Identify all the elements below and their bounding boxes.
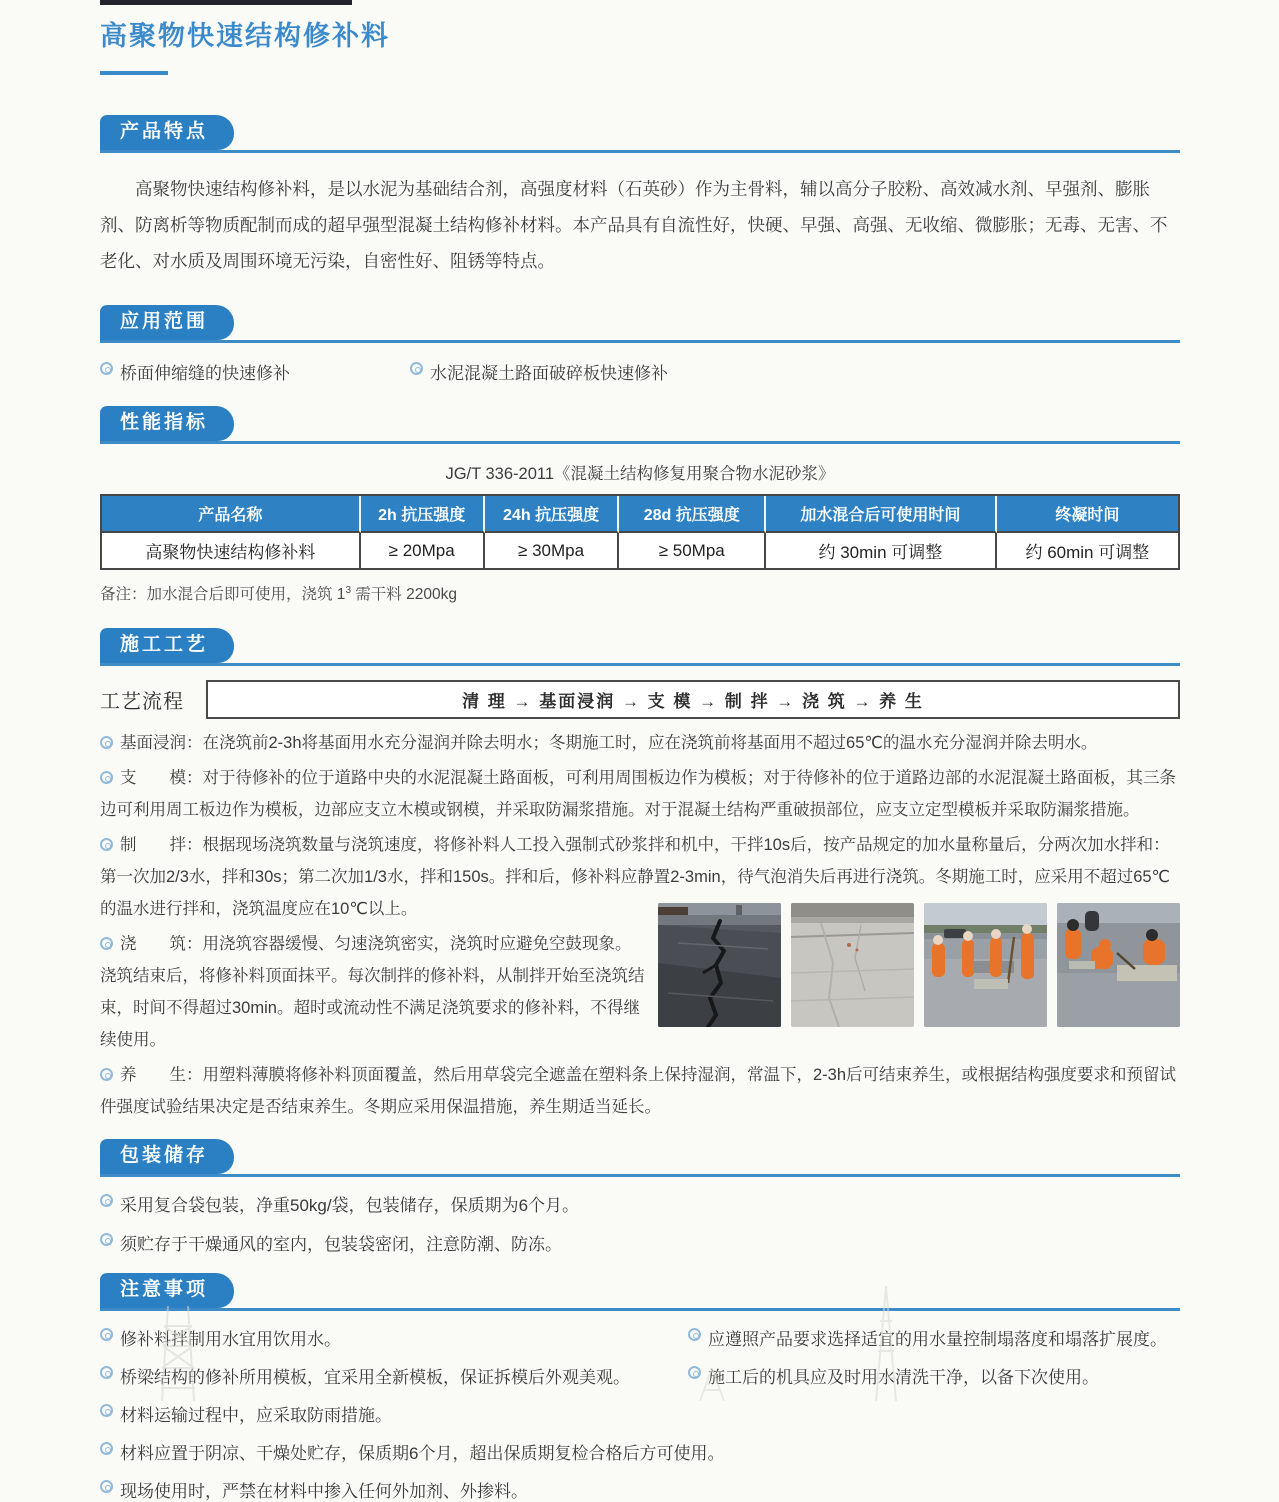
construction-steps	[100, 727, 1180, 1123]
watermark-pylon-sketch	[856, 1286, 916, 1401]
workers-patching-pavement-photo	[1057, 903, 1180, 1027]
ring-bullet-icon	[100, 1194, 113, 1207]
cracked-dark-pavement-graphic	[658, 903, 781, 1027]
section-header-construction	[100, 628, 1180, 666]
note-item-text: 材料运输过程中，应采取防雨措施。	[120, 1406, 392, 1425]
road-repair-workers-photo	[924, 903, 1047, 1027]
section-header-applications	[100, 305, 1180, 343]
note-item-text: 现场使用时，严禁在材料中掺入任何外加剂、外掺料。	[120, 1482, 528, 1501]
watermark-tower-sketch	[138, 1306, 218, 1401]
ring-bullet-icon	[688, 1328, 701, 1341]
table-cell: ≥ 30Mpa	[485, 533, 620, 570]
application-item-label: 水泥混凝土路面破碎板快速修补	[430, 364, 668, 383]
ring-bullet-icon	[100, 1068, 113, 1081]
table-header-cell: 24h 抗压强度	[485, 496, 620, 533]
section-header-performance	[100, 406, 1180, 444]
cracked-dark-pavement-photo	[658, 903, 781, 1027]
table-cell: 高聚物快速结构修补料	[102, 533, 361, 570]
step-text: ：对于待修补的位于道路中央的水泥混凝土路面板，可利用周围板边作为模板；对于待修补的位于道路边部的水泥混凝土路面板，其三条边可利用周工板边作为模板，边部应支立木模或钢模，并采取防漏浆措施。对于混凝土结构严重破损部位，应支立定型模板并采取防漏浆措施。	[100, 769, 1176, 819]
ring-bullet-icon	[100, 1328, 113, 1341]
section-header-notes	[100, 1273, 1180, 1311]
features-paragraph: 高聚物快速结构修补料，是以水泥为基础结合剂，高强度材料（石英砂）作为主骨料，辅以高分子胶粉、高效减水剂、早强剂、膨胀剂、防离析等物质配制而成的超早强型混凝土结构修补材料。本产品具有自流性好，快硬、早强、高强、无收缩、微膨胀；无毒、无害、不老化、对水质及周围环境无污染，自密性好、阻锈等特点。	[100, 179, 1168, 271]
table-header-cell: 终凝时间	[997, 496, 1180, 533]
ring-bullet-icon	[100, 937, 113, 950]
title-underline	[100, 71, 168, 75]
table-cell: 约 60min 可调整	[997, 533, 1180, 570]
step-text: ：用塑料薄膜将修补料顶面覆盖，然后用草袋完全遮盖在塑料条上保持湿润，常温下，2-3h后可结束养生，或根据结构强度要求和预留试件强度试验结果决定是否结束养生。冬期应采用保温措施，养生期适当延长。	[100, 1066, 1177, 1116]
notes-row	[100, 1325, 1180, 1350]
step-text: ：用浇筑容器缓慢、匀速浇筑密实，浇筑时应避免空鼓现象。浇筑结束后，将修补料顶面抹平。每次制拌的修补料，从制拌开始至浇筑结束，时间不得超过30min。超时或流动性不满足浇筑要求的修补料，不得继续使用。	[100, 935, 645, 1049]
notes-row	[100, 1363, 1180, 1388]
ring-bullet-icon	[100, 1404, 113, 1417]
ring-bullet-icon	[100, 771, 113, 784]
table-header-row	[102, 496, 1180, 533]
page-top-edge-decoration	[100, 0, 352, 5]
section-tab-applications: 应用范围	[100, 305, 234, 340]
application-item-label: 桥面伸缩缝的快速修补	[120, 364, 290, 383]
packaging-item	[100, 1191, 1180, 1216]
packaging-list	[100, 1191, 1180, 1255]
table-header-cell: 加水混合后可使用时间	[766, 496, 997, 533]
step-label: 制 拌	[120, 836, 186, 854]
note-item	[100, 1477, 1180, 1502]
page-title: 高聚物快速结构修补料	[100, 21, 390, 51]
site-photo-strip	[658, 903, 1180, 1027]
packaging-item	[100, 1230, 1180, 1255]
packaging-item-text: 采用复合袋包装，净重50kg/袋，包装储存，保质期为6个月。	[120, 1196, 580, 1215]
process-flow-box: 清 理 → 基面浸润 → 支 模 → 制 拌 → 浇 筑 → 养 生	[206, 680, 1180, 719]
step-label: 浇 筑	[120, 935, 186, 953]
note-item-text: 修补料拌制用水宜用饮用水。	[120, 1330, 341, 1349]
section-tab-packaging: 包装储存	[100, 1139, 234, 1174]
step-label: 基面浸润	[120, 734, 186, 752]
section-tab-features: 产品特点	[100, 115, 234, 150]
note-item-text: 施工后的机具应及时用水清洗干净，以备下次使用。	[708, 1368, 1099, 1387]
table-cell: ≥ 20Mpa	[361, 533, 485, 570]
process-flow-row	[100, 680, 1180, 719]
section-header-packaging	[100, 1139, 1180, 1177]
table-row	[102, 533, 1180, 570]
road-repair-workers-graphic	[924, 903, 1047, 1027]
table-header-cell: 28d 抗压强度	[619, 496, 766, 533]
ring-bullet-icon	[100, 1233, 113, 1246]
note-item	[688, 1325, 1167, 1350]
workers-patching-pavement-graphic	[1057, 903, 1180, 1027]
step-pouring	[100, 928, 645, 1056]
step-base-wetting	[100, 727, 1180, 759]
application-item	[410, 359, 668, 384]
table-cell: ≥ 50Mpa	[619, 533, 766, 570]
cracked-concrete-slab-photo	[791, 903, 914, 1027]
table-note-superscript: 3	[345, 584, 351, 596]
step-formwork	[100, 762, 1180, 826]
table-header-cell: 2h 抗压强度	[361, 496, 485, 533]
performance-table	[100, 494, 1180, 570]
process-flow-label: 工艺流程	[100, 691, 184, 713]
applications-list	[100, 359, 1180, 384]
application-item	[100, 359, 410, 384]
ring-bullet-icon	[100, 736, 113, 749]
section-tab-construction: 施工工艺	[100, 628, 234, 663]
standard-reference: JG/T 336-2011《混凝土结构修复用聚合物水泥砂浆》	[445, 465, 835, 483]
section-tab-notes: 注意事项	[100, 1273, 234, 1308]
packaging-item-text: 须贮存于干燥通风的室内，包装袋密闭，注意防潮、防冻。	[120, 1235, 562, 1254]
section-header-features	[100, 115, 1180, 153]
cracked-concrete-slab-graphic	[791, 903, 914, 1027]
table-note-text: 需干料 2200kg	[351, 586, 457, 603]
table-cell: 约 30min 可调整	[766, 533, 997, 570]
ring-bullet-icon	[410, 362, 423, 375]
step-curing	[100, 1059, 1180, 1123]
ring-bullet-icon	[100, 1366, 113, 1379]
ring-bullet-icon	[100, 1480, 113, 1493]
section-tab-performance: 性能指标	[100, 406, 234, 441]
step-label: 养 生	[120, 1066, 186, 1084]
step-text: ：在浇筑前2-3h将基面用水充分湿润并除去明水；冬期施工时，应在浇筑前将基面用不超过65℃的温水充分湿润并除去明水。	[186, 734, 1098, 752]
ring-bullet-icon	[100, 838, 113, 851]
watermark-sketch-small	[690, 1368, 740, 1401]
table-note-text: 备注：加水混合后即可使用，浇筑 1	[100, 586, 346, 603]
note-item-text: 桥梁结构的修补所用模板，宜采用全新模板，保证拆模后外观美观。	[120, 1368, 630, 1387]
table-note	[100, 582, 1180, 604]
ring-bullet-icon	[100, 362, 113, 375]
note-item	[100, 1401, 1180, 1426]
note-item-text: 材料应置于阴凉、干燥处贮存，保质期6个月，超出保质期复检合格后方可使用。	[120, 1444, 725, 1463]
note-item	[100, 1439, 1180, 1464]
note-item-text: 应遵照产品要求选择适宜的用水量控制塌落度和塌落扩展度。	[708, 1330, 1167, 1349]
step-text: ：根据现场浇筑数量与浇筑速度，将修补料人工投入强制式砂浆拌和机中，干拌10s后，按产品规定的加水量称量后，分两次加水拌和：第一次加2/3水，拌和30s；第二次加1/3水，拌和150s。拌和后，修补料应静置2-3min，待气泡消失后再进行浇筑。冬期施工时，应采用不超过65℃的温水进行拌和，浇筑温度应在10℃以上。	[100, 836, 1171, 918]
notes-list	[100, 1325, 1180, 1502]
step-label: 支 模	[120, 769, 186, 787]
ring-bullet-icon	[100, 1442, 113, 1455]
table-header-cell: 产品名称	[102, 496, 361, 533]
